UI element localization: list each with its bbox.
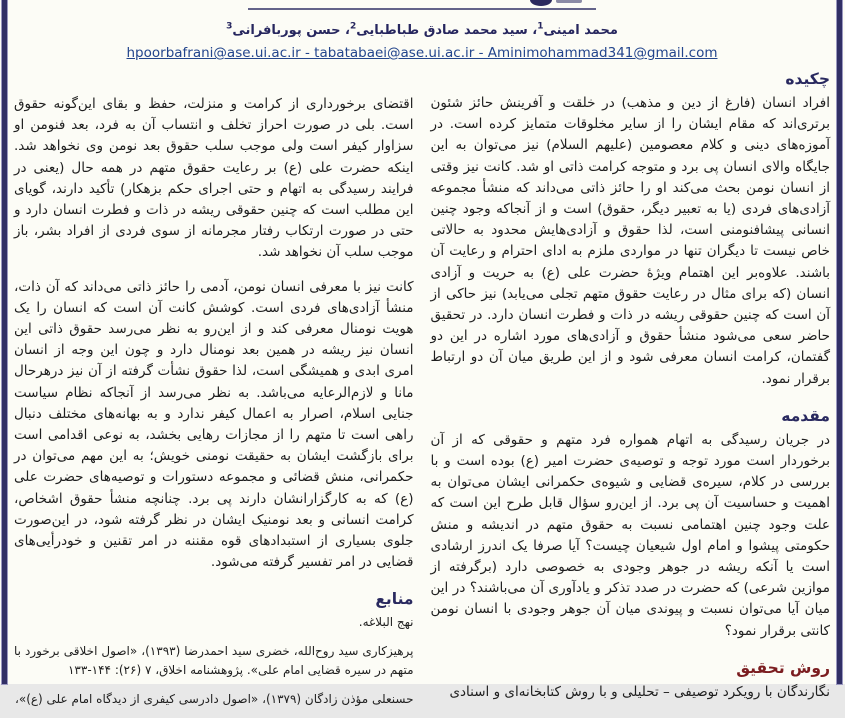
abstract-heading: چکیده bbox=[785, 70, 830, 88]
columns bbox=[14, 70, 830, 718]
reference-item: حسنعلی مؤذن زادگان (۱۳۷۹)، «اصول دادرسی کیفری از دیدگاه امام علی (ع)»، bbox=[15, 691, 414, 706]
column-left bbox=[14, 70, 414, 718]
introduction-heading: مقدمه bbox=[781, 406, 830, 425]
page-border-right bbox=[837, 0, 842, 684]
author-superscript: 2 bbox=[350, 21, 357, 32]
title-underline bbox=[248, 8, 596, 10]
author-name: محمد امینی bbox=[543, 23, 618, 38]
author-superscript: 3 bbox=[226, 21, 233, 32]
paper-header bbox=[14, 0, 830, 61]
authors-line bbox=[14, 23, 830, 38]
title-dash-fragment bbox=[556, 0, 582, 3]
title-fragment bbox=[14, 0, 830, 7]
body-paragraph-2: کانت نیز با معرفی انسان نومن، آدمی را حائز ذاتی می‌داند که آن ذات، منشأ آزادی‌های فردی است. کوشش کانت آن است که انسان را یک هویت نومنال معرفی کند و از این‌رو به نظر می‌رسد حقوق ذاتی این انسان نیز ریشه در همین بعد نومنال دارد و چون این وجه از انسان امری ابدی و همیشگی است، لذا حقوق نشأت گرفته از آن نیز درهرحال مانا و لازم‌الرعایه می‌باشد. به نظر می‌رسد از آنجاکه نظام سیاست جنایی اسلام، اصرار به اعمال کیفر ندارد و به بهانه‌های مختلف دنبال راهی است تا متهم را از مجازات رهایی بخشد، به نوعی اقدامی است برای بازگشت ایشان به حقیقت نومنی خویش؛ به این مهم می‌توان در حکمرانی، منش قضائی و مجموعه دستورات و توصیه‌های حضرت علی (ع) که به کارگزارانشان دارند پی برد. چنانچه منشأ حقوق اشخاص، کرامت انسانی و بعد نومنیک ایشان در نظر گرفته شود، در این‌صورت جلوی بسیاری از استبدادهای قوه مقننه در امر تقنین و خودرأیی‌های قضایی در امر تفسیر گرفته می‌شود. bbox=[14, 278, 414, 571]
emails-link[interactable]: hpoorbafrani@ase.ui.ac.ir - tabatabaei@ase.ui.ac.ir - Aminimohammad341@gmail.com bbox=[126, 45, 718, 61]
authors-separator: ، bbox=[527, 23, 538, 38]
abstract-text: افراد انسان (فارغ از دین و مذهب) در خلقت و آفرینش حائز شئون برتری‌اند که مقام ایشان را از سایر مخلوقات متمایز کرده است. در آموزه‌های دینی و کلام معصومین (علیهم السلام) نیز می‌توان به این جایگاه والای انسان پی برد و متوجه کرامت ذاتی او شد. کانت نیز وقتی از انسان نومن بحث می‌کند او را حائز ذاتی می‌داند که منشأ مجموعه آزادی‌های فردی (یا به تعبیر دیگر، حقوق) است و از آنجاکه وجود چنین انسانی پیشافنومنی است، لذا حقوق و آزادی‌هایش محدود به حالاتی خاص نیست تا دیگران تنها در مواردی ملزم به ادای احترام و رعایت آن باشند. علاوه‌بر این اهتمام ویژهٔ حضرت علی (ع) به حریت و آزادی انسان (که برای مثال در رعایت حقوق متهم تجلی می‌یابد) نیز حاکی از آن است که چنین حقوقی ریشه در ذات و فطرت انسان دارد. در تحقیق حاضر سعی می‌شود منشأ حقوق و آزادی‌های مورد اشاره در این دو گفتمان، کرامت انسان معرفی شود و از این طریق میان آن دو ارتباط برقرار نمود. bbox=[430, 95, 830, 387]
references-heading: منابع bbox=[375, 590, 414, 609]
reference-item: نهج البلاغه. bbox=[358, 615, 414, 630]
reference-item: پرهیزکاری سید روح‌الله، خضری سید احمدرضا (۱۳۹۳)، «اصول اخلاقی برخورد با متهم در سیره قضایی امام علی». پژوهشنامه اخلاق، ۷ (۲۶): ۱۴۴-۱۳۳ bbox=[14, 643, 414, 678]
author-superscript: 1 bbox=[537, 21, 544, 32]
introduction-text: در جریان رسیدگی به اتهام همواره فرد متهم و حقوقی که از آن برخوردار است مورد توجه و توصیه‌ی حضرت امیر (ع) بوده است و با بررسی در کلام، سیره‌ی قضایی و شیوه‌ی حکمرانی ایشان می‌توان به اهمیت و حساسیت آن پی برد. از این‌رو سؤال قابل طرح این است که علت وجود چنین اهتمامی نسبت به حقوق متهم در اندیشه و منش حکومتی پیشوا و امام اول شیعیان چیست؟ آیا صرفا یک اندرز ارشادی است یا آنکه ریشه در جوهر وجودی به خصوصی دارد (برگرفته از موازین شرعی) که حضرت در صدد تذکر و یادآوری آن می‌باشند؟ در این میان آیا می‌توان نسبت و پیوندی میان آن جوهر وجودی با انسان نومن کانتی برقرار نمود؟ bbox=[430, 431, 830, 639]
title-letter-fragment bbox=[530, 0, 552, 6]
method-text: نگارندگان با رویکرد توصیفی – تحلیلی و با روش کتابخانه‌ای و اسنادی bbox=[449, 683, 830, 700]
author-name: حسن پوربافرانی bbox=[232, 23, 341, 38]
page-border-left bbox=[2, 0, 7, 684]
method-heading: روش تحقیق bbox=[736, 658, 830, 677]
body-paragraph-1: اقتضای برخورداری از کرامت و منزلت، حفظ و بقای این‌گونه حقوق است. بلی در صورت احراز تخلف و انتساب آن به فرد، بعد فنومن او سزاوار کیفر است ولی موجب سلب حقوق بعد نومن وی نخواهد شد. اینکه حضرت علی (ع) بر رعایت حقوق متهم در همه حال (یعنی در فرایند رسیدگی به اتهام و حتی اجرای حکم بزهکار) تأکید دارند، گویای این مطلب است که چنین حقوقی ریشه در ذات و فطرت انسان دارد و حتی در صورت ارتکاب رفتار مجرمانه از سوی فردی از افراد بشر، باز موجب سلب آن نخواهد شد. bbox=[14, 96, 414, 261]
page-content bbox=[14, 0, 830, 718]
author-name: سید محمد صادق طباطبایی bbox=[356, 23, 528, 38]
column-right bbox=[431, 70, 831, 703]
authors-separator: ، bbox=[340, 23, 350, 38]
